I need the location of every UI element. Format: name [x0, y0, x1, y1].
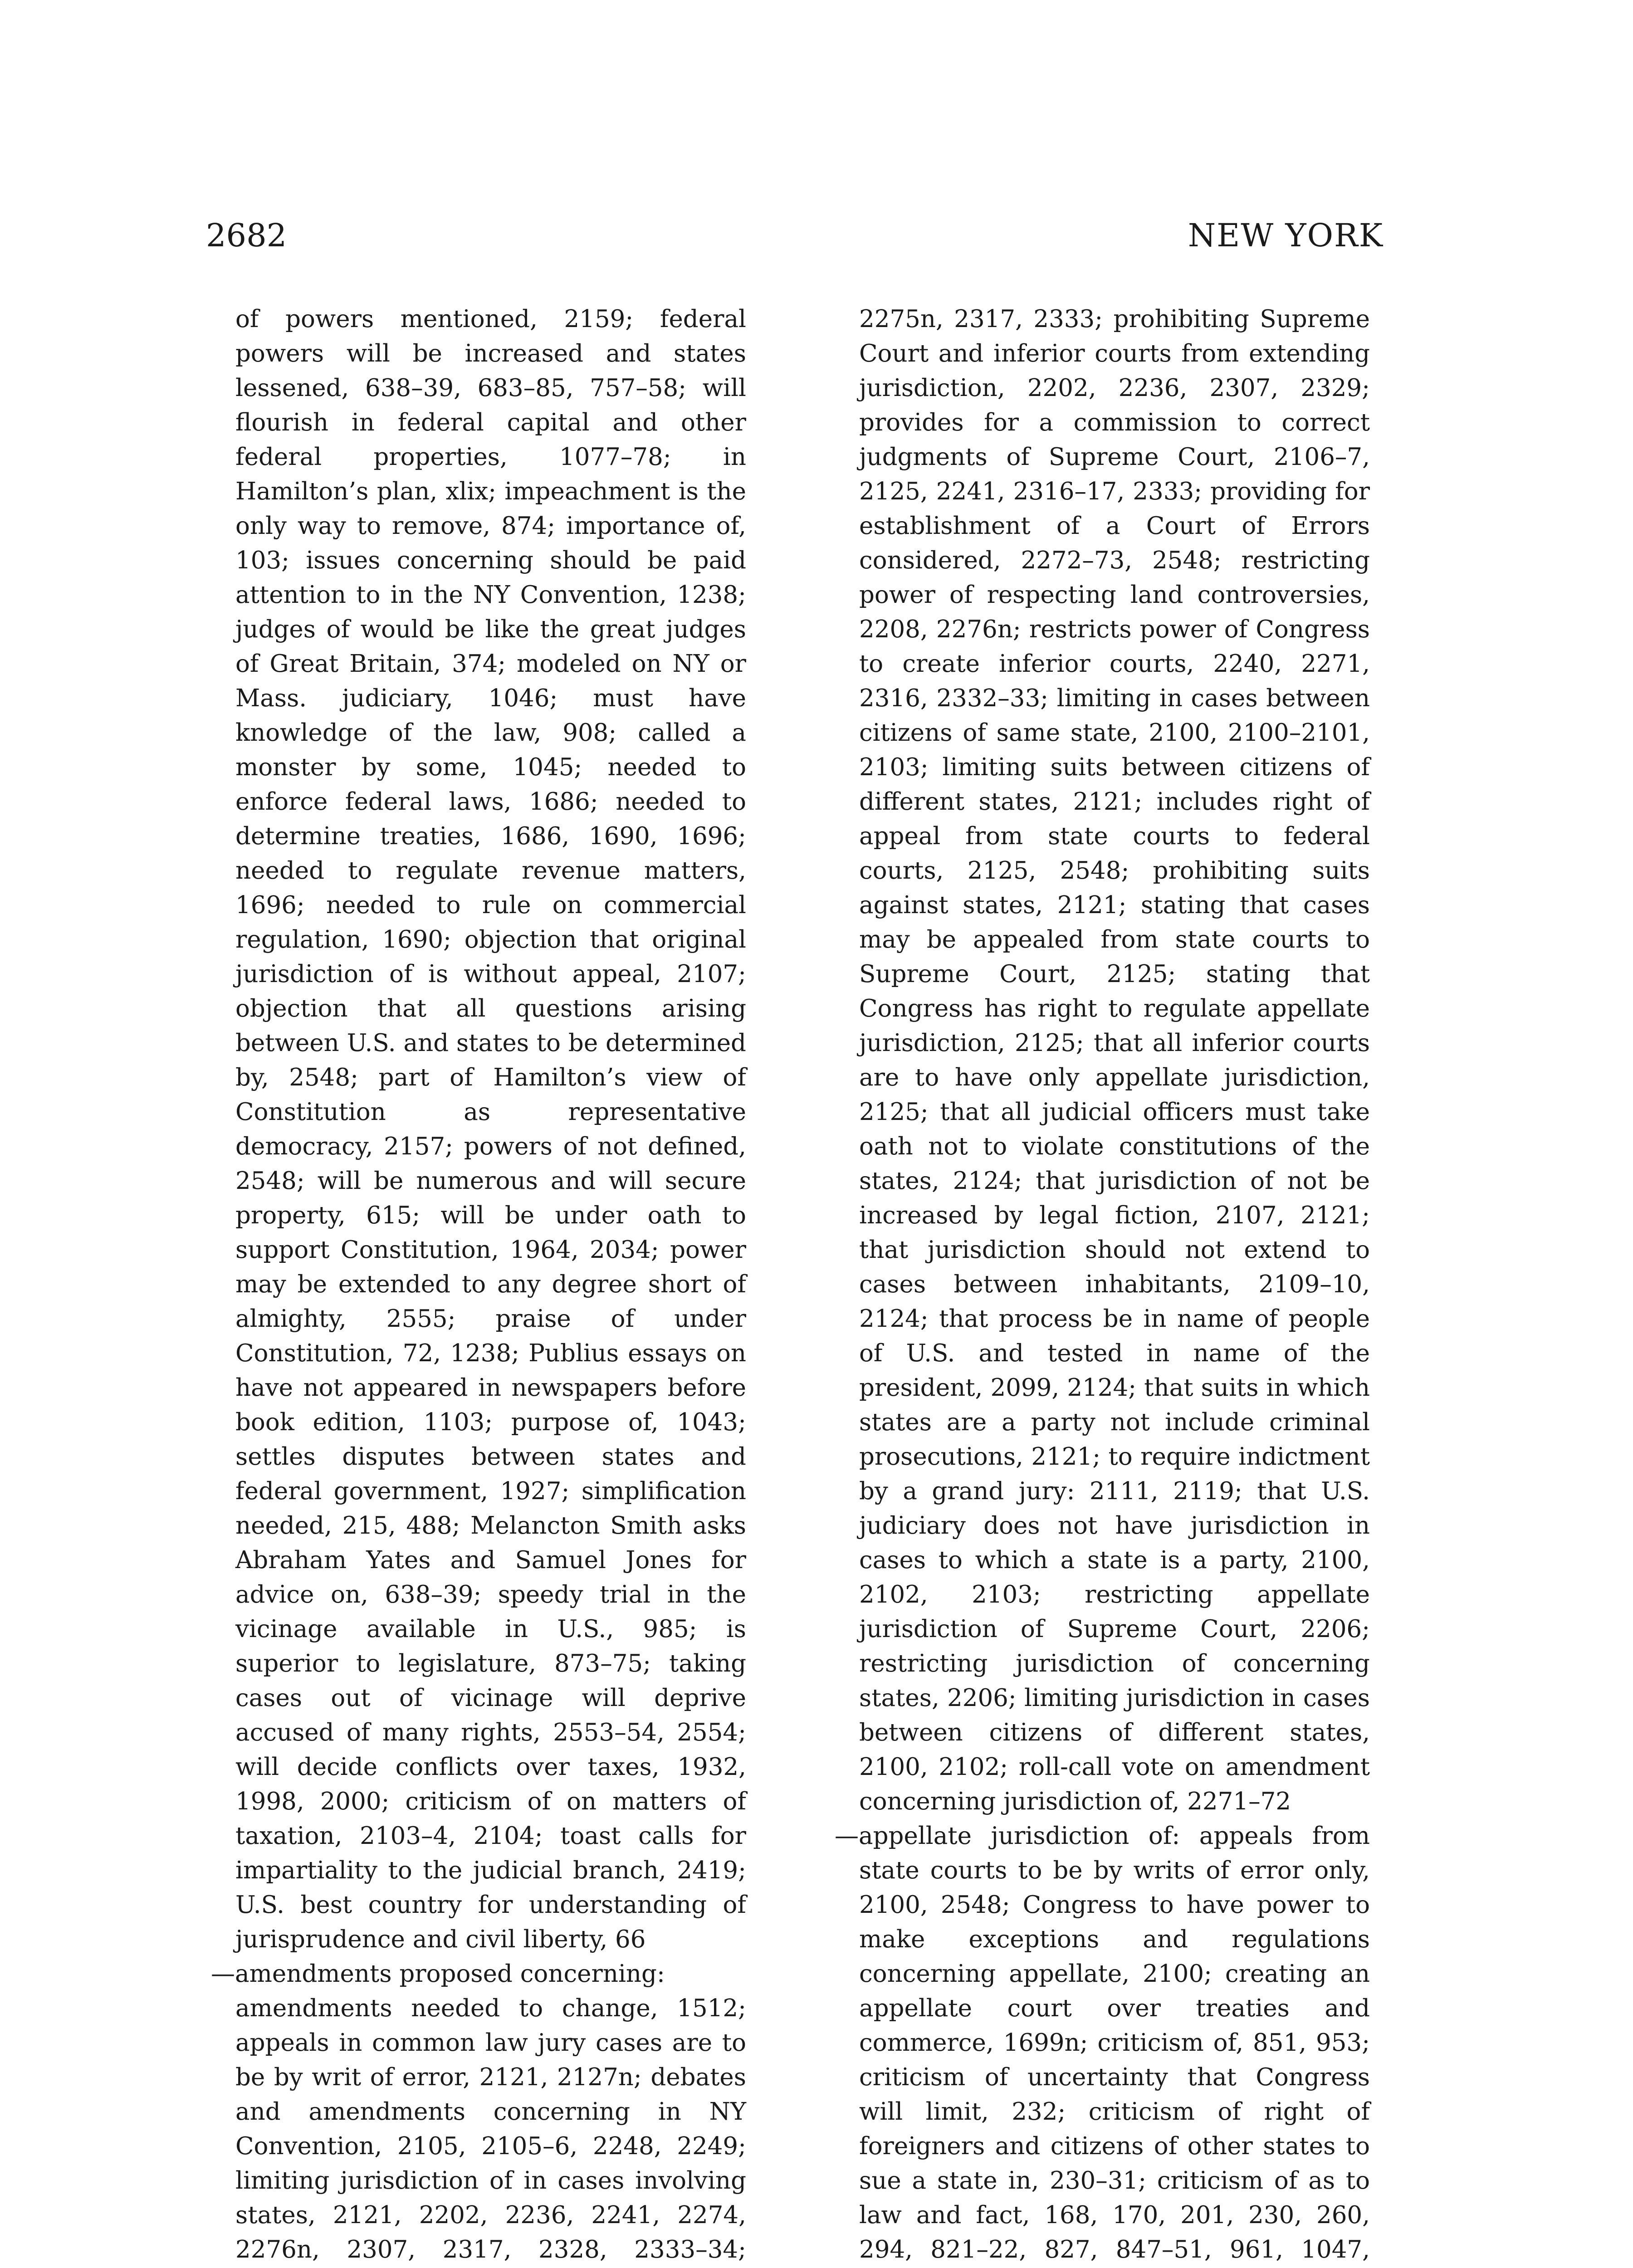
index-subheading-entry: —appellate jurisdiction of: appeals from state courts to be by writs of error only, 2100, 2548; Congress to have power to make exceptions and regulations concerning appellate, 2100; creating an appellate court over treaties and commerce, 1699n; criticism of, 851, 953; criticism of uncertainty that Congress will limit, 232; criticism of right of foreigners and citizens of other states to sue a state in, 230–31; criticism of as to law and fact, 168, 170, 201, 230, 260, 294, 821–22, 827, 847–51, 961, 1047, [835, 1822, 1370, 2263]
index-subheading: —amendments proposed concerning: [211, 1960, 665, 1988]
page-number: 2682 [206, 217, 287, 254]
left-column [211, 302, 746, 2268]
index-entry-continuation: 2275n, 2317, 2333; prohibiting Supreme Court and inferior courts from extending jurisdiction, 2202, 2236, 2307, 2329; provides for a commission to correct judgments of Supreme Court, 2106–7, 2125, 2241, 2316–17, 2333; providing for establishment of a Court of Errors considered, 2272–73, 2548; restricting power of respecting land controversies, 2208, 2276n; restricts power of Congress to create inferior courts, 2240, 2271, 2316, 2332–33; limiting in cases between citizens of same state, 2100, 2100–2101, 2103; limiting suits between citizens of different states, 2121; includes right of appeal from state courts to federal courts, 2125, 2548; prohibiting suits against states, 2121; stating that cases may be appealed from state courts to Supreme Court, 2125; stating that Congress has right to regulate appellate jurisdiction, 2125; that all inferior courts are to have only appellate jurisdiction, 2125; that all judicial officers must take oath not to violate constitutions of the states, 2124; that jurisdiction of not be increased by legal fiction, 2107, 2121; that jurisdiction should not extend to cases between inhabitants, 2109–10, 2124; that process be in name of people of U.S. and tested in name of the president, 2099, 2124; that suits in which states are a party not include criminal prosecutions, 2121; to require indictment by a grand jury: 2111, 2119; that U.S. judiciary does not have jurisdiction in cases to which a state is a party, 2100, 2102, 2103; restricting appellate jurisdiction of Supreme Court, 2206; restricting jurisdiction of concerning states, 2206; limiting jurisdiction in cases between citizens of different states, 2100, 2102; roll-call vote on amendment concerning jurisdiction of, 2271–72 [859, 305, 1370, 1815]
index-entry-continuation: of powers mentioned, 2159; federal powers will be increased and states lessened, 638–39, 683–85, 757–58; will flourish in federal capital and other federal properties, 1077–78; in Hamilton’s plan, xlix; impeachment is the only way to remove, 874; importance of, 103; issues concerning should be paid attention to in the NY Convention, 1238; judges of would be like the great judges of Great Britain, 374; modeled on NY or Mass. judiciary, 1046; must have knowledge of the law, 908; called a monster by some, 1045; needed to enforce federal laws, 1686; needed to determine treaties, 1686, 1690, 1696; needed to regulate revenue matters, 1696; needed to rule on commercial regulation, 1690; objection that original jurisdiction of is without appeal, 2107; objection that all questions arising between U.S. and states to be determined by, 2548; part of Hamilton’s view of Constitution as representative democracy, 2157; powers of not defined, 2548; will be numerous and will secure property, 615; will be under oath to support Constitution, 1964, 2034; power may be extended to any degree short of almighty, 2555; praise of under Constitution, 72, 1238; Publius essays on have not appeared in newspapers before book edition, 1103; purpose of, 1043; settles disputes between states and federal government, 1927; simplification needed, 215, 488; Melancton Smith asks Abraham Yates and Samuel Jones for advice on, 638–39; speedy trial in the vicinage available in U.S., 985; is superior to legislature, 873–75; taking cases out of vicinage will deprive accused of many rights, 2553–54, 2554; will decide conflicts over taxes, 1932, 1998, 2000; criticism of on matters of taxation, 2103–4, 2104; toast calls for impartiality to the judicial branch, 2419; U.S. best country for understanding of jurisprudence and civil liberty, 66 [235, 305, 746, 1953]
right-column [835, 302, 1370, 2268]
index-entry: amendments needed to change, 1512; appeals in common law jury cases are to be by writ of error, 2121, 2127n; debates and amendments concerning in NY Convention, 2105, 2105–6, 2248, 2249; limiting jurisdiction of in cases involving states, 2121, 2202, 2236, 2241, 2274, 2276n, 2307, 2317, 2328, 2333–34; [235, 1994, 746, 2263]
running-head: NEW YORK [1188, 217, 1384, 254]
